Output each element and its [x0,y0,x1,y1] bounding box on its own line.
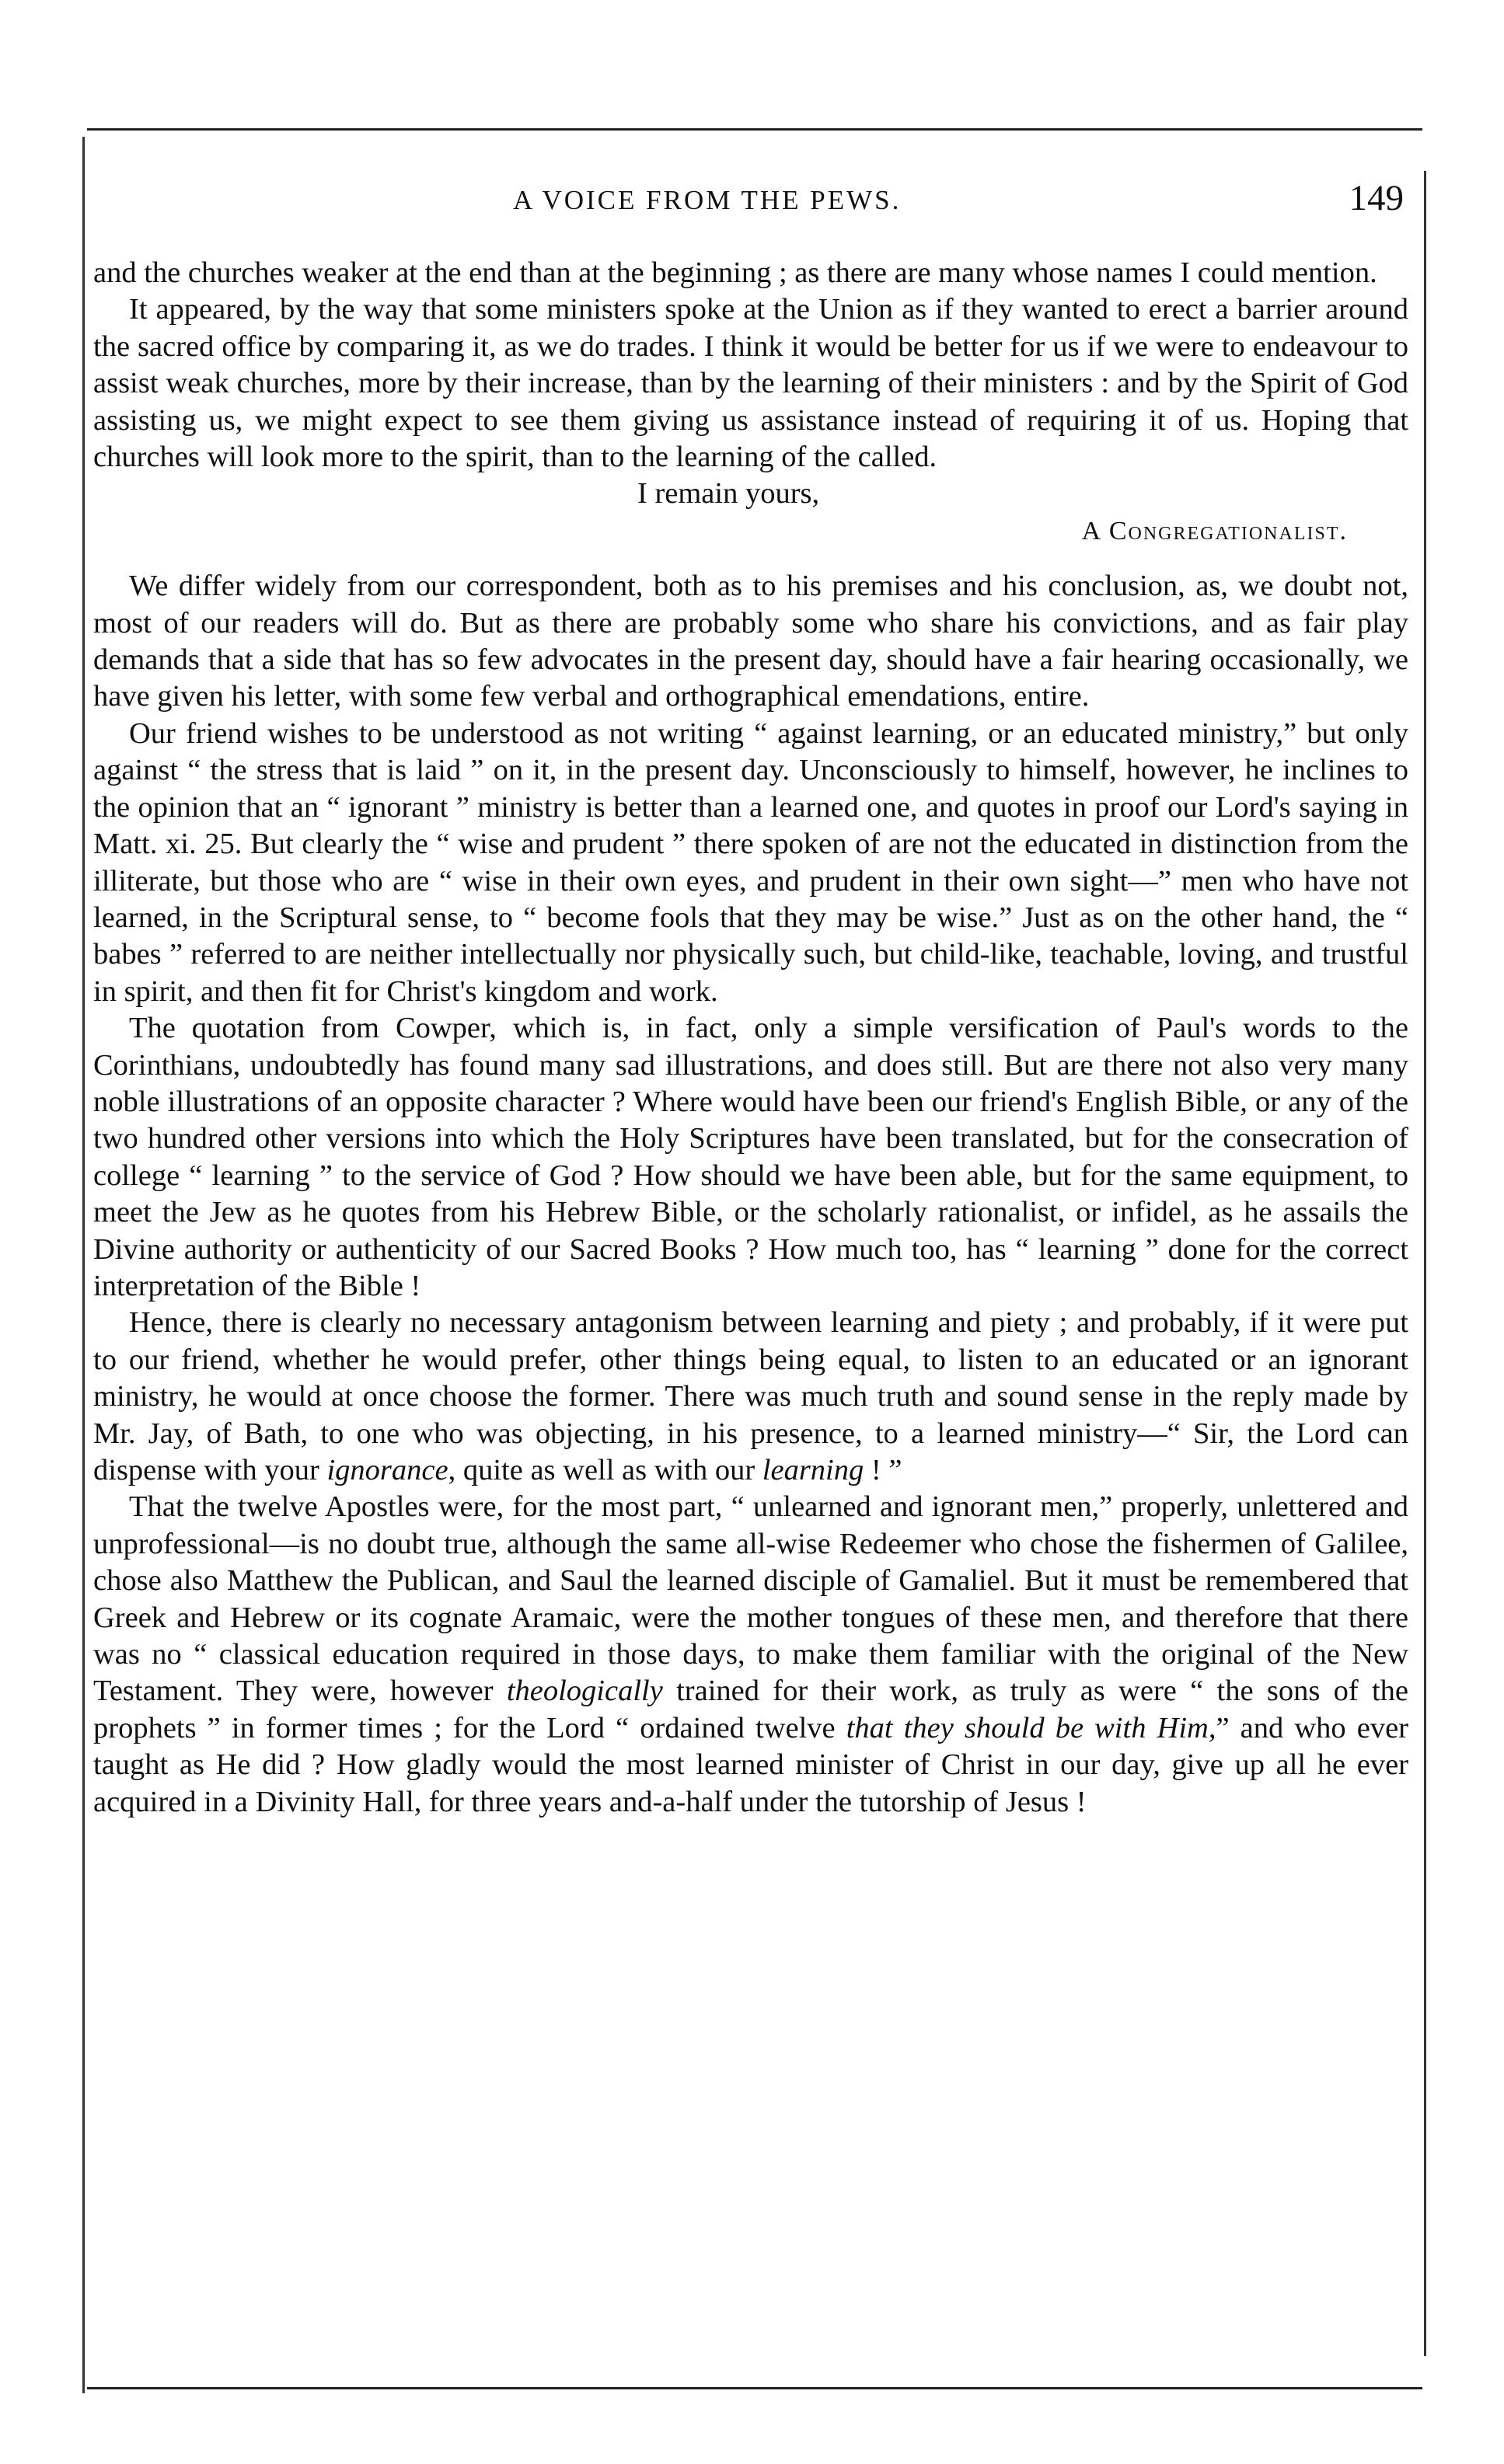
text-run: , quite as well as with our [448,1454,762,1486]
running-head-title: A VOICE FROM THE PEWS. [513,185,902,215]
page-body [93,255,1408,1821]
editorial-paragraph: We differ widely from our correspondent, both as to his premises and his conclusion, as, we doubt not, most of our readers will do. But as there are probably some who share his convictions, and as fair play demands that a side that has so few advocates in the present day, should have a fair hearing occasionally, we have given his letter, with some few verbal and orthographical emendations, entire. [93,570,1408,713]
italic-text: ignorance [326,1454,448,1486]
running-head [93,177,1415,224]
letter-closing: I remain yours, [637,477,820,511]
section-gap [93,549,1408,568]
editorial-paragraph: Our friend wishes to be understood as not writing “ against learning, or an educated ministry,” but only against “ the stress that is laid ” on it, in the present day. Unconsciously to himself, however, he inclines to the opinion that an “ ignorant ” ministry is better than a learned one, and quotes in proof our Lord's saying in Matt. xi. 25. But clearly the “ wise and prudent ” there spoken of are not the educated in distinction from the illiterate, but those who are “ wise in their own eyes, and prudent in their own sight—” men who have not learned, in the Scriptural sense, to “ become fools that they may be wise.” Just as on the other hand, the “ babes ” referred to are neither intellectually nor physically such, but child-like, teachable, loving, and trustful in spirit, and then fit for Christ's kingdom and work. [93,716,1408,1008]
editorial-paragraph [93,1305,1408,1489]
editorial-paragraph [93,1489,1408,1821]
italic-text: theologically [506,1675,663,1708]
page-border-bottom [87,2387,1422,2389]
letter-paragraph: It appeared, by the way that some ministers spoke at the Union as if they wanted to erect a barrier around the sacred office by comparing it, as we do trades. I think it would be better for us if we were to endeavour to assist weak churches, more by their increase, than by the learning of their ministers : and by the Spirit of God assisting us, we might expect to see them giving us assistance instead of requiring it of us. Hoping that churches will look more to the spirit, than to the learning of the called. [93,293,1408,474]
editorial-paragraph: The quotation from Cowper, which is, in fact, only a simple versification of Paul's words to the Corinthians, undoubtedly has found many sad illustrations, and does still. But are there not also very many noble illustrations of an opposite character ? Where would have been our friend's English Bible, or any of the two hundred other versions into which the Holy Scriptures have been translated, but for the consecration of college “ learning ” to the service of God ? How should we have been able, but for the same equipment, to meet the Jew as he quotes from his Hebrew Bible, or the scholarly rationalist, or infidel, as he assails the Divine authority or authenticity of our Sacred Books ? How much too, has “ learning ” done for the correct interpretation of the Bible ! [93,1012,1408,1302]
letter-signature: A Congregationalist. [1081,516,1348,545]
text-run: trained for their work, as truly as were “ the sons of the prophets ” in former times ; for the Lord “ ordained twelve [93,1675,1408,1744]
page-number: 149 [1349,178,1404,218]
italic-text: learning [762,1454,864,1486]
page-border-top [87,128,1422,131]
page-border-left [82,137,85,2393]
text-run: ” and who ever taught as He did ? How gladly would the most learned minister of Christ in our day, give up all he ever acquired in a Divinity Hall, for three years and-a-half under the tutorship of Jesus ! [93,1711,1408,1818]
letter-paragraph-continued: and the churches weaker at the end than at the beginning ; as there are many whose names I could mention. [93,256,1377,289]
italic-text: that they should be with Him, [846,1711,1216,1744]
text-run: That the twelve Apostles were, for the most part, “ unlearned and ignorant men,” properly, unlettered and unprofessional—is no doubt true, although the same all-wise Redeemer who chose the fishermen of Galilee, chose also Matthew the Publican, and Saul the learned disciple of Gamaliel. But it must be remembered that Greek and Hebrew or its cognate Aramaic, were the mother tongues of these men, and therefore that there was no “ classical education required in those days, to make them familiar with the original of the New Testament. They were, however [93,1490,1408,1708]
text-run: Hence, there is clearly no necessary antagonism between learning and piety ; and probably, if it were put to our friend, whether he would prefer, other things being equal, to listen to an educated or an ignorant ministry, he would at once choose the former. There was much truth and sound sense in the reply made by Mr. Jay, of Bath, to one who was objecting, in his presence, to a learned ministry—“ Sir, the Lord can dispense with your [93,1306,1408,1486]
page-border-right [1424,171,1426,2356]
text-run: ! ” [864,1454,902,1486]
